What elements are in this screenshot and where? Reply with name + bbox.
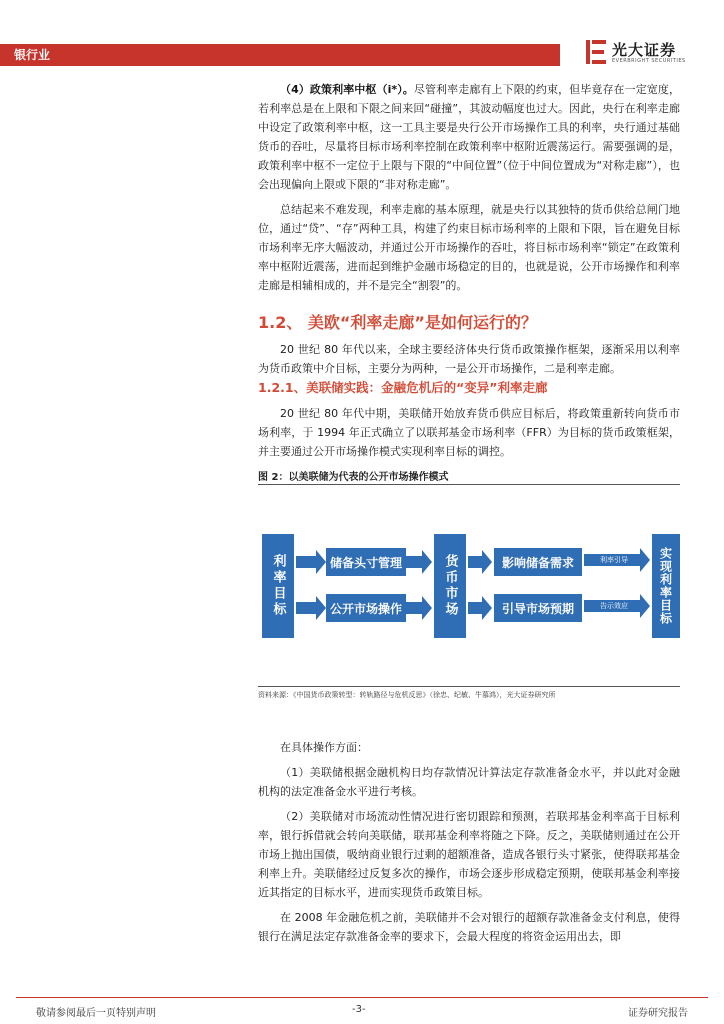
node-rate-target: 利率目标 (262, 534, 294, 638)
figure-top-rule (258, 484, 680, 485)
policy-rate-text: 尽管利率走廊有上下限的约束，但毕竟存在一定宽度，若利率总是在上限和下限之间来回“碰撞”，其波动幅度也过大。因此，央行在利率走廊中设定了政策利率中枢，这一工具主要是央行公开市场操作工具的利率，央行通过基础货币的吞吐，尽量将目标市场利率控制在政策利率中枢附近震荡运行。需要强调的是，政策利率中枢不一定位于上限与下限的“中间位置”（位于中间位置成为“对称走廊”），也会出现偏向上限或下限的“非对称走廊”。 (258, 83, 680, 191)
policy-rate-lead: （4）政策利率中枢（i*）。 (280, 83, 414, 96)
node-guide-expectation: 引导市场预期 (494, 594, 582, 622)
edge-label-rate-guide: 利率引导 (600, 556, 628, 564)
operations-point-2: （2）美联储对市场流动性情况进行密切跟踪和预测，若联邦基金利率高于目标利率，银行拆借就会转向美联储，联邦基金利率将随之下降。反之，美联储则通过在公开市场上抛出国债，吸纳商业银行过剩的超额准备，造成各银行头寸紧张，使得联邦基金利率上升。美联储经过反复多次的操作，市场会逐步形成稳定预期，使联邦基金利率接近其指定的目标水平，进而实现货币政策目标。 (258, 810, 680, 899)
footer-report-type: 证券研究报告 (628, 1008, 688, 1019)
section-heading-1-2: 1.2、 美欧“利率走廊”是如何运行的？ (258, 313, 537, 332)
node-open-market-operation: 公开市场操作 (326, 594, 406, 622)
brand-logo (584, 36, 704, 70)
operations-paragraph-3: 在 2008 年金融危机之前，美联储并不会对银行的超额存款准备金支付利息，使得银行在满足法定存款准备金率的要求下，会最大程度的将资金运用出去，即 (258, 911, 680, 943)
section-1-2-body (258, 340, 680, 378)
section-1-2-1-paragraph: 20 世纪 80 年代中期，美联储开始放弃货币供应目标后，将政策重新转向货币市场利率，于 1994 年正式确立了以联邦基金市场利率（FFR）为目标的货币政策框架，并主要通过公开市场操作模式实现利率目标的调控。 (258, 407, 680, 458)
node-reserve-demand: 影响储备需求 (494, 548, 582, 576)
header-bar (0, 44, 560, 66)
node-money-market: 货币市场 (434, 534, 466, 638)
section-1-2-paragraph: 20 世纪 80 年代以来，全球主要经济体央行货币政策操作框架，逐渐采用以利率为货币政策中介目标，主要分为两种，一是公开市场操作，二是利率走廊。 (258, 343, 680, 375)
section-1-2-1-body (258, 404, 680, 461)
intro-section (258, 80, 680, 295)
brand-name: 光大证券 (612, 41, 677, 59)
footer-rule (16, 997, 708, 998)
footer-disclaimer: 敬请参阅最后一页特别声明 (36, 1008, 156, 1019)
section-heading-1-2-1: 1.2.1、美联储实践：金融危机后的“变异”利率走廊 (258, 380, 548, 395)
figure-title: 图 2：以美联储为代表的公开市场操作模式 (258, 472, 449, 483)
page-number: -3- (352, 1004, 366, 1015)
node-achieve-rate-target: 实现利率目标 (652, 534, 680, 638)
intro-paragraph-2: 总结起来不难发现，利率走廊的基本原理，就是央行以其独特的货币供给总闸门地位，通过“贷”、“存”两种工具，构建了约束目标市场利率的上限和下限，旨在避免目标市场利率无序大幅波动，并通过公开市场操作的吞吐，将目标市场利率“锁定”在政策利率中枢附近震荡，进而起到维护金融市场稳定的目的，也就是说，公开市场操作和利率走廊是相辅相成的，并不是完全“割裂”的。 (258, 203, 680, 292)
edge-label-announcement-effect: 告示效应 (600, 602, 628, 610)
section-label: 银行业 (14, 48, 51, 62)
figure-bottom-rule (258, 686, 680, 687)
operations-intro: 在具体操作方面： (280, 741, 368, 754)
brand-subtitle: EVERBRIGHT SECURITIES (612, 58, 686, 64)
operations-point-1: （1）美联储根据金融机构日均存款情况计算法定存款准备金水平，并以此对金融机构的法定准备金水平进行考核。 (258, 766, 680, 798)
operations-section (258, 738, 680, 946)
diagram-arrows (258, 530, 680, 642)
omo-flow-diagram (258, 530, 680, 642)
figure-source: 资料来源：《中国货币政策转型：转轨路径与危机反思》（徐忠、纪敏、牛慕鸿），光大证券研究所 (258, 691, 556, 699)
everbright-logo-icon (584, 38, 608, 66)
node-reserve-management: 储备头寸管理 (326, 548, 406, 576)
intro-paragraph-1 (258, 80, 680, 194)
